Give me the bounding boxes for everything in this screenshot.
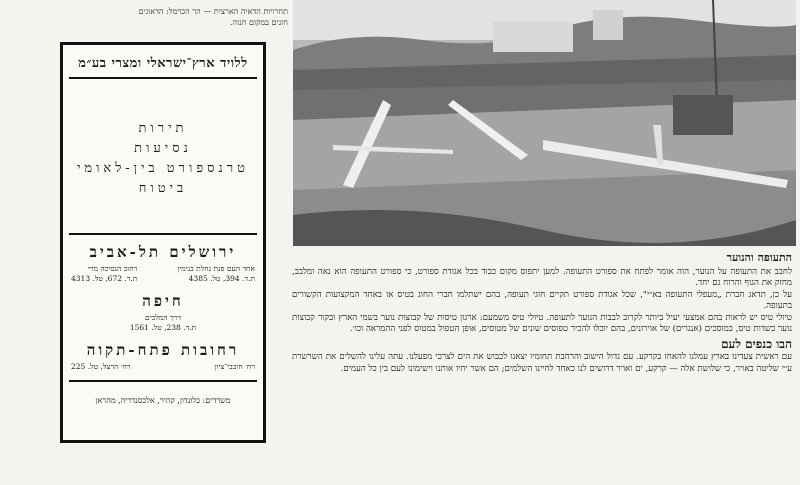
service-item: תירות [138,121,188,136]
city-name: ירושלים תל-אביב [89,243,237,261]
photo-caption: תחרויות הדאיה הארצית — הר הכרמל: הדאוגים חונים במקום חנוה. [138,7,288,27]
city-name: רחובות פתח-תקוה [86,341,240,359]
lloyd-advertisement [60,42,266,443]
ad-company-name: ללויד ארץ־ישראלי ומצרי בע״מ [78,56,248,71]
address-line: דרך המלכים [145,313,181,322]
ad-divider [69,233,257,235]
city-address [71,264,255,284]
service-item: נסיעות [134,141,192,156]
ad-offices: משרדים: בלונדון, קהיר, אלכסנדריה, מהראן [95,396,231,405]
service-item: ביטוח [138,181,188,196]
article-paragraph: עם ראשית צעדינו בארץ עמלנו להאחז בקרקע. עם גדול הישוב והרחבת תחומיו יצאנו לכבוש את הים לצרכי מפעלנו. עתה עלינו להשלים את השרשרת ע״י שליטה באויר, כי שלושת אלה — קרקע, ים ואויר דרושים לנו כאחד לחיינו השלמים; הם אשר יחיו אותנו וישימונו לעם בין כל העמים. [292,352,792,374]
ad-services [63,119,263,199]
city-block-jerusalem-telaviv [71,243,255,284]
address-line: ת.ד. 238, טל. 1561 [129,323,197,332]
article-heading: התעופה והנוער [726,251,792,264]
ad-divider [69,380,257,382]
article [292,252,792,375]
article-paragraph: טיולי טיס יש לראות בהם אמצעי יעיל ביותר לקרוב לבבות הנוער לתעופה. טיולי טיס משמעם: ארגון טיסות של קבוצות נוער בשמי הארץ ובקור קבוצות נוער בשדות טיס, במוסכים (אנגרים) של אוירונים, בהם יוכלו להכיר טפוסים שונים של מטוסים, אופן הטפול במטוס לפני ההמראה וכו׳. [292,312,792,334]
address-line: רח׳ הרצל, טל. 225 [71,362,131,371]
address-line: רח׳ חובבי־ציון [214,362,255,371]
article-paragraph: על כן, תדאג חברת „מעפלי התעופה בא״י", שכל אגודת ספורט תקיים חוגי תעופה, בהם ישתלמו חברי החוג בטיס או באחד המקצועות הקשורים בתעופה. [292,289,792,311]
city-address [71,313,255,333]
gliders-photo-illustration [293,0,796,246]
address-line: אחד העם פנת נחלת בנימין [177,264,255,273]
city-name: חיפה [142,292,184,310]
gliders-photo [293,0,796,246]
city-block-rehovot-petahtikva [71,341,255,372]
address-line: ת.ד. 394, טל. 4385 [188,274,255,283]
service-item: טרנספורט בין-לאומי [76,161,250,176]
ad-divider [69,77,257,79]
city-block-haifa [71,292,255,333]
article-paragraph: לחבב את התעופה על הנוער, הוה אומר לפתח את ספורט התעופה. למען יתפוס מקום כבוד בכל אגודת ספורט, כי ספורט התעופה הוא נאה ומלבב, מחזק את הגוף והרוח גם יחד. [292,266,792,288]
article-heading: הבו כנפים לעם [721,336,792,351]
address-line: רחוב הנסיכה מרי [87,264,138,273]
city-address [71,362,255,372]
address-line: ת.ד. 672, טל. 4313 [71,274,138,283]
